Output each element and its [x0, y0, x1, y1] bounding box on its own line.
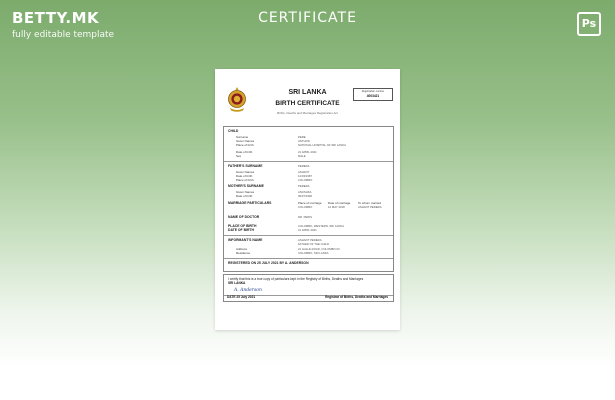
- section-divider: [224, 235, 393, 236]
- certificate-document: [215, 69, 400, 330]
- marriage-place-label: Place of marriage: [298, 201, 322, 205]
- mother-date-of-birth-label: Date of birth: [236, 194, 253, 198]
- certificate-country: SRI LANKA: [288, 89, 327, 96]
- section-divider: [224, 161, 393, 162]
- father-given-names-label: Given Names: [236, 170, 255, 174]
- marriage-spouse-value: ASHANT PERERA: [358, 205, 382, 209]
- child-place-of-birth-value: NATIONAL HOSPITAL OF SRI LANKA: [298, 143, 347, 147]
- date-of-birth-heading: DATE OF BIRTH: [228, 228, 254, 232]
- father-heading: FATHER'S SURNAME: [228, 164, 263, 168]
- registrar-signature: A. Anderson: [234, 288, 262, 293]
- child-given-names-label: Given Names: [236, 139, 255, 143]
- marriage-place-value: COLOMBO: [298, 205, 313, 209]
- certificate-title: BIRTH CERTIFICATE: [275, 100, 340, 107]
- marriage-heading: MARRIAGE PARTICULARS: [228, 201, 272, 205]
- child-date-of-birth-value: 21 APRIL 2021: [298, 150, 317, 154]
- photoshop-icon: Ps: [577, 12, 601, 36]
- place-of-birth-heading: PLACE OF BIRTH: [228, 224, 257, 228]
- father-given-names-value: ASHANT: [298, 170, 310, 174]
- child-surname-label: Surname: [236, 135, 249, 139]
- registered-line: REGISTERED ON 25 JULY 2021 BY A. ANDERSON: [228, 261, 309, 265]
- place-of-birth-value: COLOMBO, WESTERN, SRI LANKA: [298, 224, 345, 228]
- brand-logo: BETTY.MK: [12, 9, 100, 27]
- certify-text: I certify that this is a true copy of particulars kept in the Registry of Births, Deaths and Marriages: [228, 277, 364, 281]
- child-date-of-birth-label: Date of birth: [236, 150, 253, 154]
- father-place-of-birth-label: Place of birth: [236, 178, 254, 182]
- page-title: CERTIFICATE: [258, 10, 357, 26]
- child-given-names-value: ANTHON: [298, 139, 310, 143]
- child-sex-value: MALE: [298, 154, 306, 158]
- mother-heading: MOTHER'S SURNAME: [228, 184, 264, 188]
- informant-residence-value: COLOMBO, SRI LANKA: [298, 251, 329, 255]
- certify-place: SRI LANKA: [228, 281, 246, 285]
- doctor-value: DR. PERIS: [298, 215, 312, 219]
- informant-address-value: 21 GALLE ROAD, COLOMBO 03: [298, 247, 340, 251]
- doctor-heading: NAME OF DOCTOR: [228, 215, 260, 219]
- mother-surname-value: PERERA: [298, 184, 310, 188]
- informant-address-label: Address: [236, 247, 248, 251]
- father-surname-value: PERERA: [298, 164, 310, 168]
- informant-residence-label: Residence: [236, 251, 251, 255]
- registration-box: [353, 88, 393, 101]
- brand-subtitle: fully editable template: [12, 30, 115, 40]
- marriage-date-value: 12 MAY 2018: [328, 205, 345, 209]
- informant-heading: INFORMANT'S NAME: [228, 238, 263, 242]
- particulars-panel: [223, 126, 394, 272]
- child-place-of-birth-label: Place of birth: [236, 143, 254, 147]
- registrar-title: Registrar of Births, Deaths and Marriages: [325, 295, 388, 299]
- section-divider: [224, 258, 393, 259]
- certificate-date: DATE 25 July 2021: [227, 295, 256, 299]
- father-date-of-birth-value: 12/03/1987: [298, 174, 312, 178]
- mother-given-names-value: ANUSHKA: [298, 190, 312, 194]
- child-heading: CHILD: [228, 129, 239, 133]
- date-of-birth-value: 21 APRIL 2021: [298, 228, 317, 232]
- mother-date-of-birth-value: 09/07/1990: [298, 194, 312, 198]
- registration-label: Registration number: [361, 90, 385, 93]
- informant-name-value: ASHANT PERERA: [298, 238, 322, 242]
- marriage-spouse-label: To whom married: [358, 201, 382, 205]
- father-place-of-birth-value: COLOMBO: [298, 178, 313, 182]
- registration-number: 4003421: [366, 94, 380, 98]
- father-date-of-birth-label: Date of birth: [236, 174, 253, 178]
- child-surname-value: PERE: [298, 135, 306, 139]
- certificate-subtitle: Births, Deaths and Marriages Registration Act: [277, 111, 338, 115]
- marriage-date-label: Date of marriage: [328, 201, 351, 205]
- child-sex-label: Sex: [236, 154, 242, 158]
- mother-given-names-label: Given Names: [236, 190, 255, 194]
- informant-qualification-value: FATHER OF THE CHILD: [298, 242, 329, 246]
